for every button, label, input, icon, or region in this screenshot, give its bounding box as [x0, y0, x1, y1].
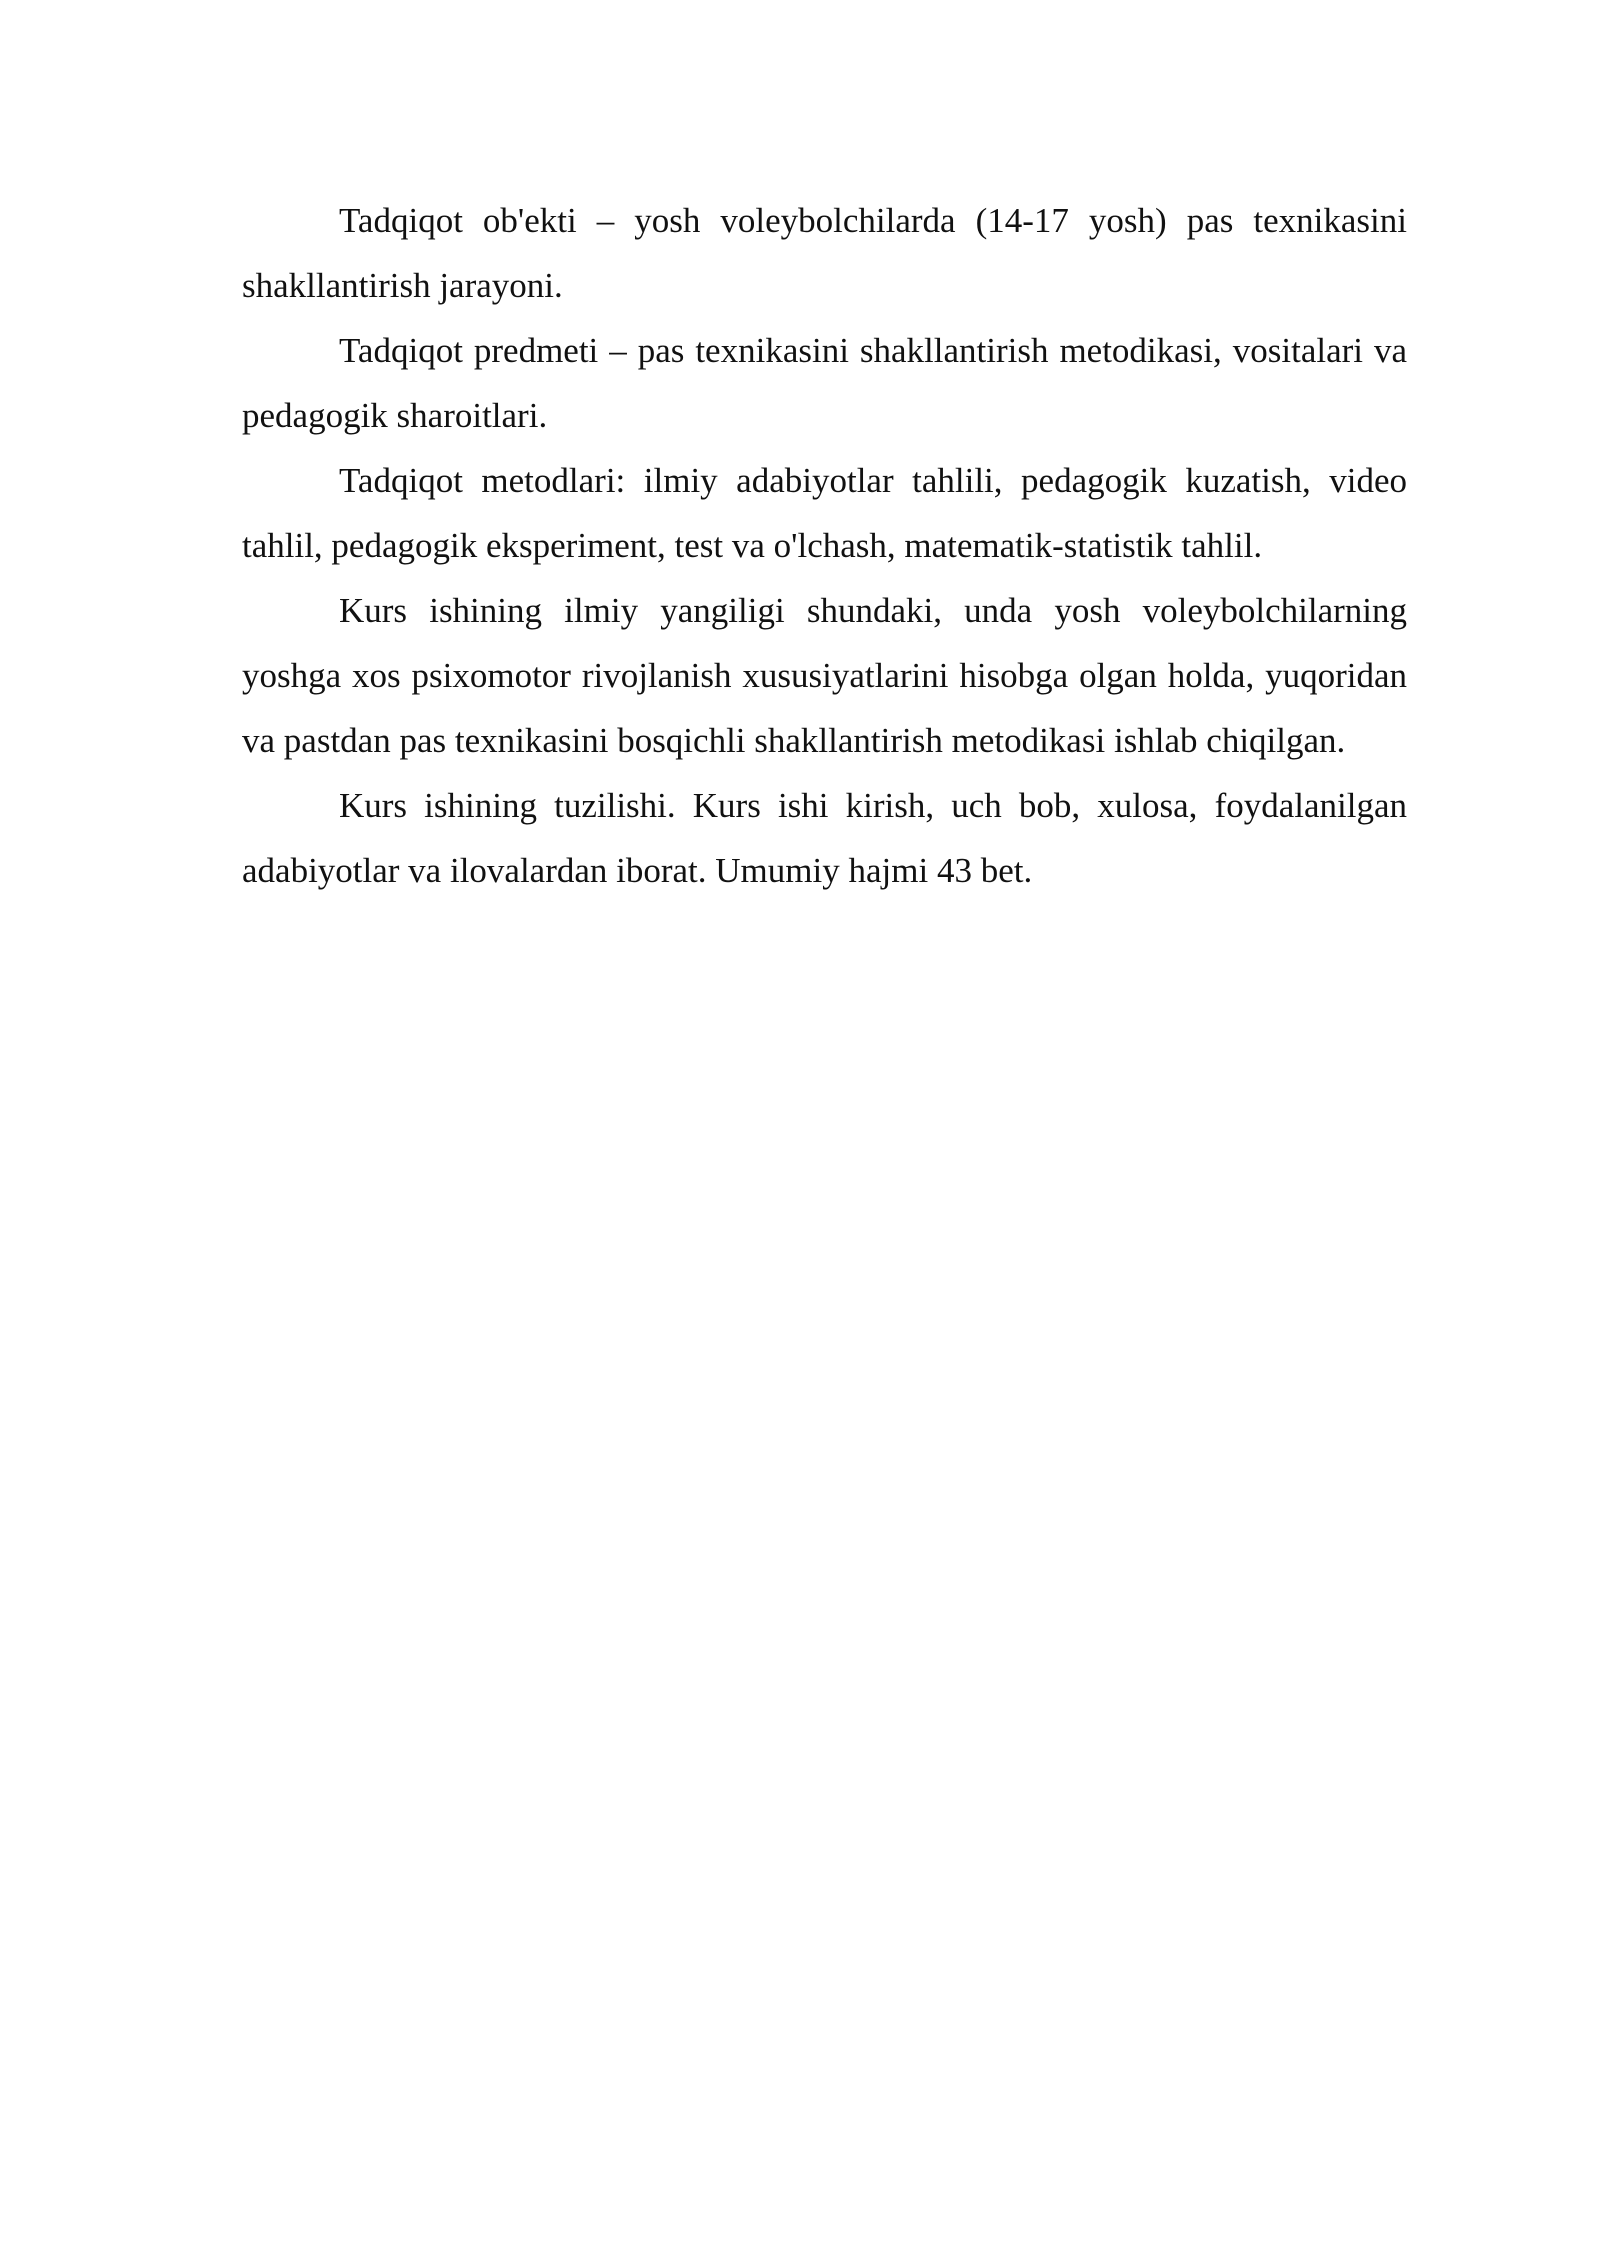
- paragraph-research-methods: Tadqiqot metodlari: ilmiy adabiyotlar tahlili, pedagogik kuzatish, video tahlil, pedagogik eksperiment, test va o'lchash, matematik-statistik tahlil.: [242, 461, 1407, 565]
- document-body: [242, 188, 1407, 903]
- paragraph-research-subject: Tadqiqot predmeti – pas texnikasini shakllantirish metodikasi, vositalari va pedagogik sharoitlari.: [242, 331, 1407, 435]
- paragraph-scientific-novelty: Kurs ishining ilmiy yangiligi shundaki, unda yosh voleybolchilarning yoshga xos psixomotor rivojlanish xususiyatlarini hisobga olgan holda, yuqoridan va pastdan pas texnikasini bosqichli shakllantirish metodikasi ishlab chiqilgan.: [242, 591, 1407, 760]
- paragraph-research-object: Tadqiqot ob'ekti – yosh voleybolchilarda (14-17 yosh) pas texnikasini shakllantirish jarayoni.: [242, 201, 1407, 305]
- paragraph-work-structure: Kurs ishining tuzilishi. Kurs ishi kirish, uch bob, xulosa, foydalanilgan adabiyotlar va ilovalardan iborat. Umumiy hajmi 43 bet.: [242, 786, 1407, 890]
